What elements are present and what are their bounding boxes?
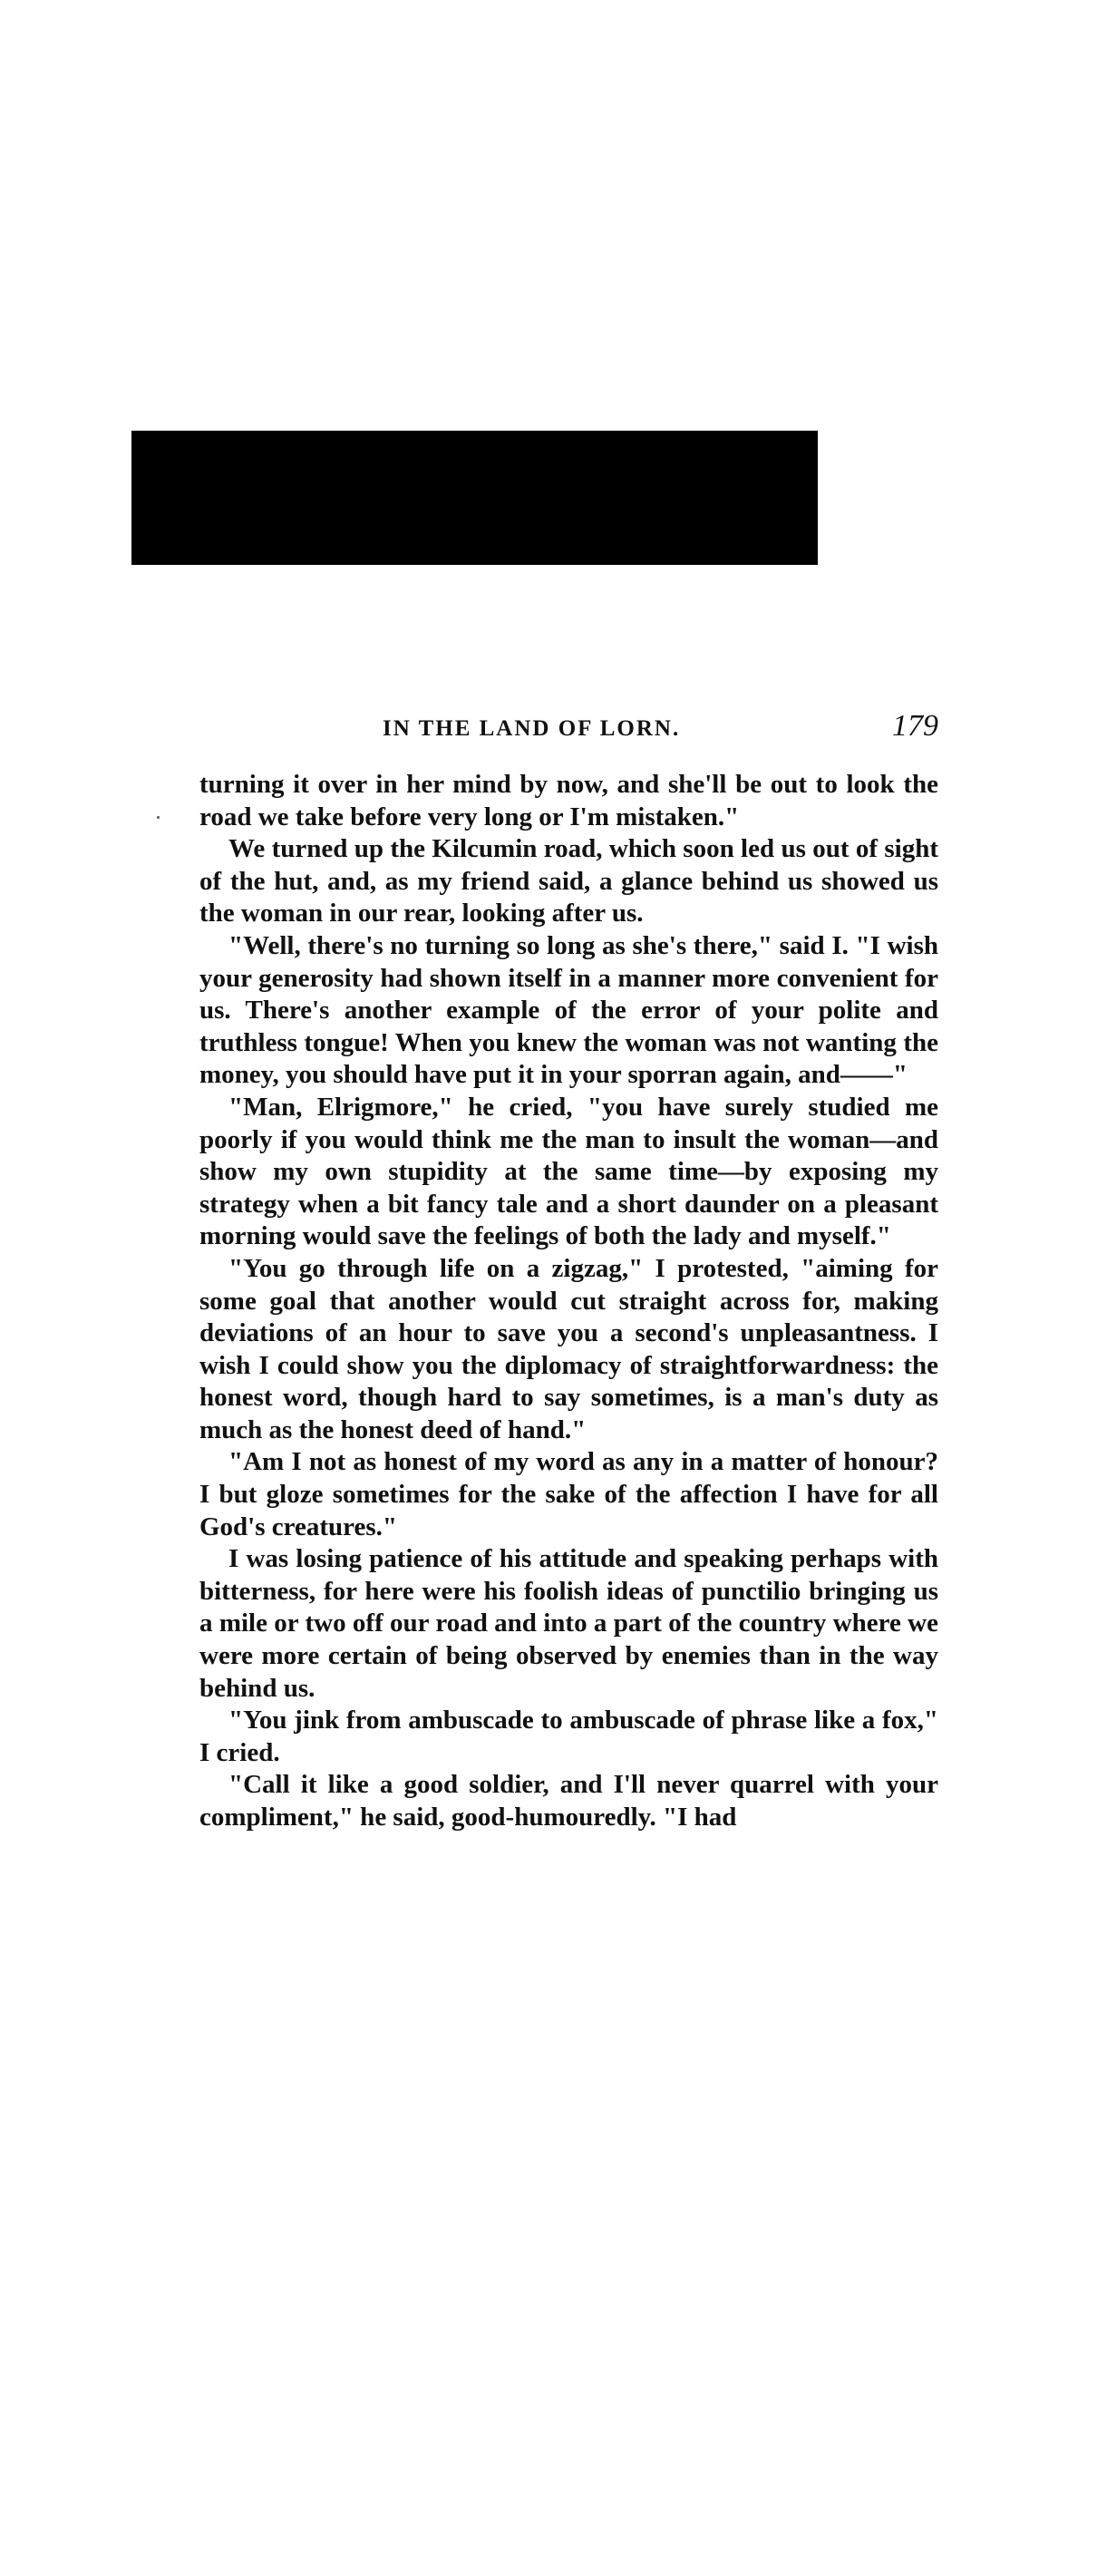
paragraph: We turned up the Kilcumin road, which soon led us out of sight of the hut, and, as my friend said, a glance behind us showed us the woman in our rear, looking after us.	[199, 834, 938, 928]
paragraph: turning it over in her mind by now, and she'll be out to look the road we take before very long or I'm mistaken."	[199, 770, 938, 831]
running-head	[199, 709, 938, 756]
page-number: 179	[892, 709, 938, 743]
body-text	[199, 769, 938, 1834]
paragraph: "Man, Elrigmore," he cried, "you have surely studied me poorly if you would think me the man to insult the woman—and show my own stupidity at the same time—by exposing my strategy when a bit fancy tale and a short daunder on a pleasant morning would save the feelings of both the lady and myself."	[199, 1092, 938, 1251]
margin-speck	[157, 816, 160, 819]
paragraph: "You jink from ambuscade to ambuscade of phrase like a fox," I cried.	[199, 1706, 938, 1767]
redaction-block	[131, 431, 818, 565]
book-page	[199, 709, 938, 1834]
paragraph: "Call it like a good soldier, and I'll never quarrel with your compliment," he said, good-humouredly. "I had	[199, 1770, 938, 1832]
paragraph: I was losing patience of his attitude and speaking perhaps with bitterness, for here were his foolish ideas of punctilio bringing us a mile or two off our road and into a part of the country where we were more certain of being observed by enemies than in the way behind us.	[199, 1544, 938, 1703]
paragraph: "Am I not as honest of my word as any in a matter of honour? I but gloze sometimes for the sake of the affection I have for all God's creatures."	[199, 1447, 938, 1541]
paragraph: "You go through life on a zigzag," I protested, "aiming for some goal that another would cut straight across for, making deviations of an hour to save you a second's unpleasantness. I wish I could show you the diplomacy of straightforwardness: the honest word, though hard to say sometimes, is a man's duty as much as the honest deed of hand."	[199, 1253, 938, 1444]
running-title: IN THE LAND OF LORN.	[383, 716, 681, 741]
paragraph: "Well, there's no turning so long as she's there," said I. "I wish your generosity had shown itself in a manner more convenient for us. There's another example of the error of your polite and truthless tongue! When you knew the woman was not wanting the money, you should have put it in your sporran again, and——"	[199, 930, 938, 1090]
